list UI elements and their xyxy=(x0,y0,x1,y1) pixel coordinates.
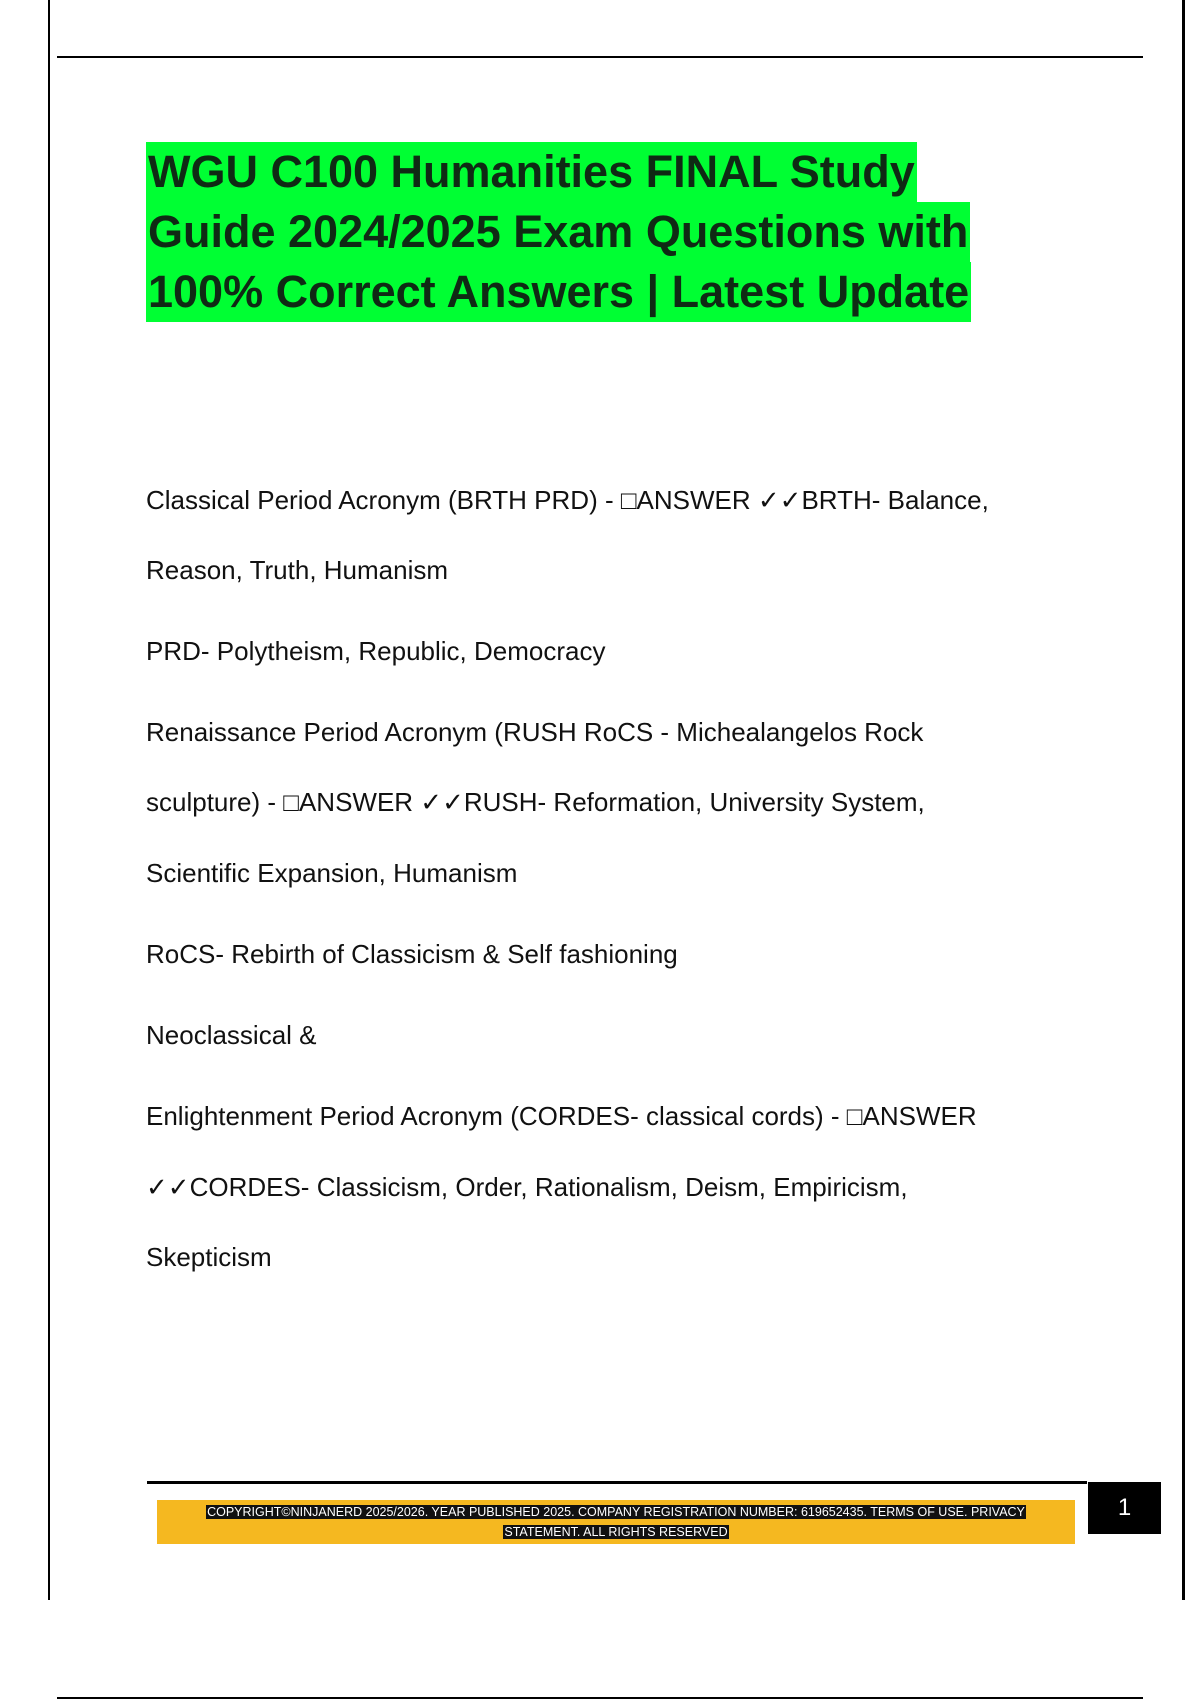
body-line-3: PRD- Polytheism, Republic, Democracy xyxy=(146,636,606,666)
body-line-6: Scientific Expansion, Humanism xyxy=(146,858,518,888)
body-line-8: Neoclassical & xyxy=(146,1020,317,1050)
copyright-line-2: STATEMENT. ALL RIGHTS RESERVED xyxy=(504,1525,728,1539)
body-line-9: Enlightenment Period Acronym (CORDES- classical cords) - □ANSWER xyxy=(146,1101,977,1131)
copyright-line-1: COPYRIGHT©NINJANERD 2025/2026. YEAR PUBLISHED 2025. COMPANY REGISTRATION NUMBER: 619652435. TERMS OF USE. PRIVACY xyxy=(207,1505,1025,1519)
body-line-5: sculpture) - □ANSWER ✓✓RUSH- Reformation, University System, xyxy=(146,787,925,817)
page-number: 1 xyxy=(1088,1482,1161,1534)
body-line-4: Renaissance Period Acronym (RUSH RoCS - Michealangelos Rock xyxy=(146,717,924,747)
page-border-right xyxy=(1182,0,1185,1600)
next-page-rule xyxy=(57,1697,1143,1699)
body-line-7: RoCS- Rebirth of Classicism & Self fashioning xyxy=(146,939,678,969)
title-line-2: Guide 2024/2025 Exam Questions with xyxy=(146,202,970,262)
footer-rule xyxy=(147,1481,1087,1484)
copyright-notice xyxy=(157,1500,1075,1544)
page-border-left xyxy=(48,0,50,1600)
title-line-1: WGU C100 Humanities FINAL Study xyxy=(146,142,917,202)
document-title xyxy=(146,142,1146,322)
body-line-1: Classical Period Acronym (BRTH PRD) - □ANSWER ✓✓BRTH- Balance, xyxy=(146,485,989,515)
body-line-10: ✓✓CORDES- Classicism, Order, Rationalism, Deism, Empiricism, xyxy=(146,1172,908,1202)
title-line-3: 100% Correct Answers | Latest Update xyxy=(146,262,971,322)
header-rule xyxy=(57,56,1143,58)
body-line-11: Skepticism xyxy=(146,1242,272,1272)
body-line-2: Reason, Truth, Humanism xyxy=(146,555,449,585)
